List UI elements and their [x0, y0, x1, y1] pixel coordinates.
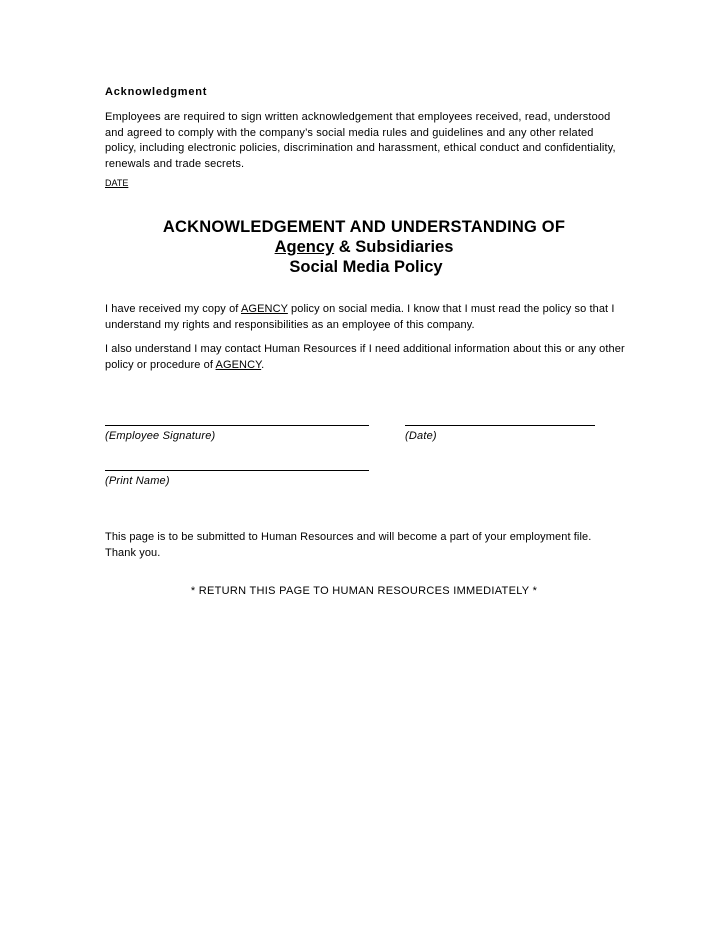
- agency-placeholder: AGENCY: [215, 358, 262, 371]
- return-notice: * RETURN THIS PAGE TO HUMAN RESOURCES IMMEDIATELY *: [190, 585, 538, 597]
- contact-hr-paragraph: [105, 342, 630, 373]
- agency-placeholder: AGENCY: [241, 303, 288, 315]
- date-signature-line[interactable]: [405, 425, 595, 426]
- title-subsidiaries: & Subsidiaries: [334, 238, 454, 256]
- acknowledgment-paragraph: Employees are required to sign written acknowledgement that employees received, read, understood and agreed to comply with the company’s social media rules and guidelines and any other related policy, including electronic policies, discrimination and harassment, ethical conduct and confidentiality, renewals and trade secrets.: [105, 111, 616, 170]
- print-name-line[interactable]: [105, 470, 369, 471]
- title-line-1: ACKNOWLEDGEMENT AND UNDERSTANDING OF: [162, 218, 566, 236]
- title-line-2: [105, 237, 623, 257]
- receipt-text-start: I have received my copy of: [105, 303, 241, 315]
- receipt-paragraph: [105, 302, 630, 333]
- receipt-text-end: policy on social media. I know that I must read the policy so that I understand my rights and responsibilities as an employee of this company.: [105, 303, 615, 331]
- contact-text-start: I also understand I may contact Human Resources if I need additional information about this or any other policy or procedure of: [105, 343, 625, 371]
- date-label: DATE: [105, 178, 129, 188]
- contact-text-end: .: [261, 358, 265, 371]
- acknowledgment-heading: Acknowledgment: [105, 86, 208, 98]
- submit-note: This page is to be submitted to Human Resources and will become a part of your employment file. Thank you.: [105, 531, 592, 559]
- policy-title: [105, 217, 623, 277]
- employee-signature-line[interactable]: [105, 425, 369, 426]
- employee-signature-label: (Employee Signature): [105, 430, 216, 442]
- print-name-label: (Print Name): [105, 475, 170, 487]
- title-line-3: Social Media Policy: [289, 258, 443, 276]
- signature-date-label: (Date): [405, 430, 437, 442]
- title-agency: Agency: [274, 238, 335, 256]
